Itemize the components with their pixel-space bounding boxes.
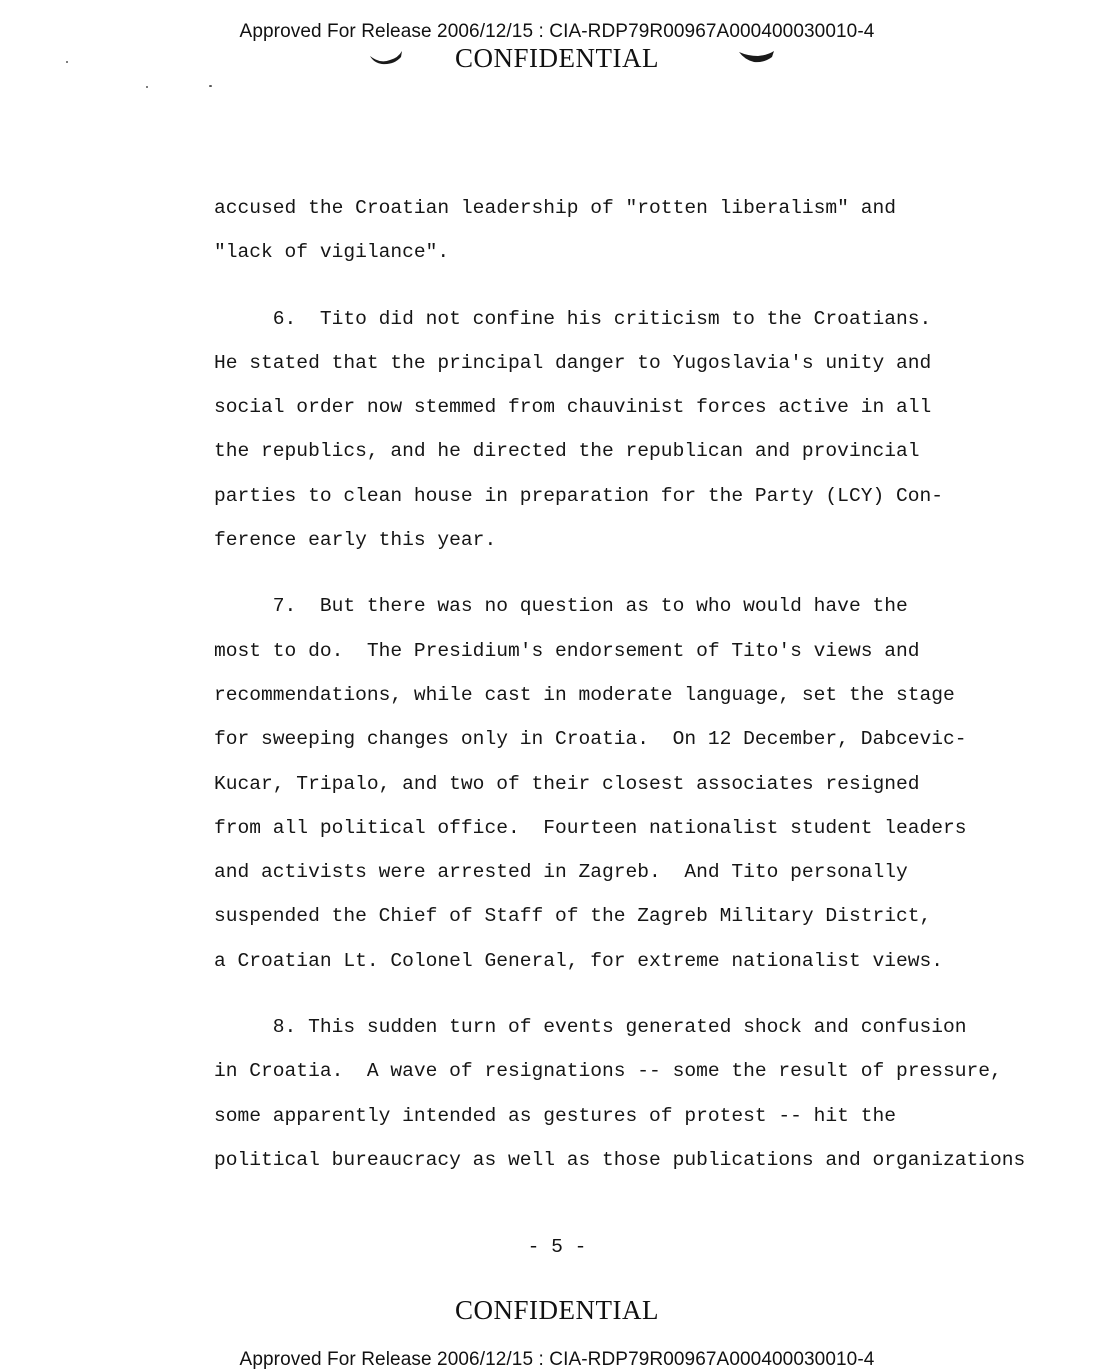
release-stamp-top: Approved For Release 2006/12/15 : CIA-RDP79R00967A000400030010-4	[239, 21, 875, 42]
text-line: "lack of vigilance".	[214, 241, 450, 264]
text-line: some apparently intended as gestures of protest -- hit the	[214, 1104, 896, 1127]
text-line: from all political office. Fourteen nationalist student leaders	[214, 816, 967, 839]
text-line: He stated that the principal danger to Yugoslavia's unity and	[214, 351, 932, 374]
text-line: in Croatia. A wave of resignations -- some the result of pressure,	[214, 1060, 1002, 1083]
text-line: and activists were arrested in Zagreb. And Tito personally	[214, 861, 908, 884]
release-stamp-bottom: Approved For Release 2006/12/15 : CIA-RDP79R00967A000400030010-4	[239, 1349, 875, 1370]
text-line: social order now stemmed from chauvinist forces active in all	[214, 396, 932, 419]
text-line: for sweeping changes only in Croatia. On 12 December, Dabcevic-	[214, 728, 967, 751]
paragraph-6-start: 6. Tito did not confine his criticism to the Croatians.	[214, 307, 932, 330]
scan-speck	[66, 61, 68, 63]
page-number: - 5 -	[527, 1236, 587, 1258]
text-line: accused the Croatian leadership of "rotten liberalism" and	[214, 197, 896, 219]
scan-speck	[146, 86, 148, 88]
text-line: political bureaucracy as well as those publications and organizations	[214, 1148, 1026, 1171]
text-line: ference early this year.	[214, 529, 497, 552]
text-line: most to do. The Presidium's endorsement of Tito's views and	[214, 639, 920, 662]
classification-footer: CONFIDENTIAL	[455, 1295, 659, 1325]
redaction-mark-right	[738, 48, 776, 66]
text-line: a Croatian Lt. Colonel General, for extreme nationalist views.	[214, 949, 944, 972]
text-line: the republics, and he directed the republican and provincial	[214, 440, 920, 463]
scan-speck	[209, 85, 212, 87]
paragraph-8-start: 8. This sudden turn of events generated shock and confusion	[214, 1016, 967, 1039]
paragraph-7-start: 7. But there was no question as to who would have the	[214, 595, 908, 618]
text-line: suspended the Chief of Staff of the Zagreb Military District,	[214, 905, 932, 928]
text-line: Kucar, Tripalo, and two of their closest associates resigned	[214, 772, 920, 795]
text-line: parties to clean house in preparation for the Party (LCY) Con-	[214, 484, 944, 507]
document-body	[214, 196, 1026, 1192]
text-line: recommendations, while cast in moderate language, set the stage	[214, 683, 955, 706]
classification-header: CONFIDENTIAL	[455, 43, 659, 73]
